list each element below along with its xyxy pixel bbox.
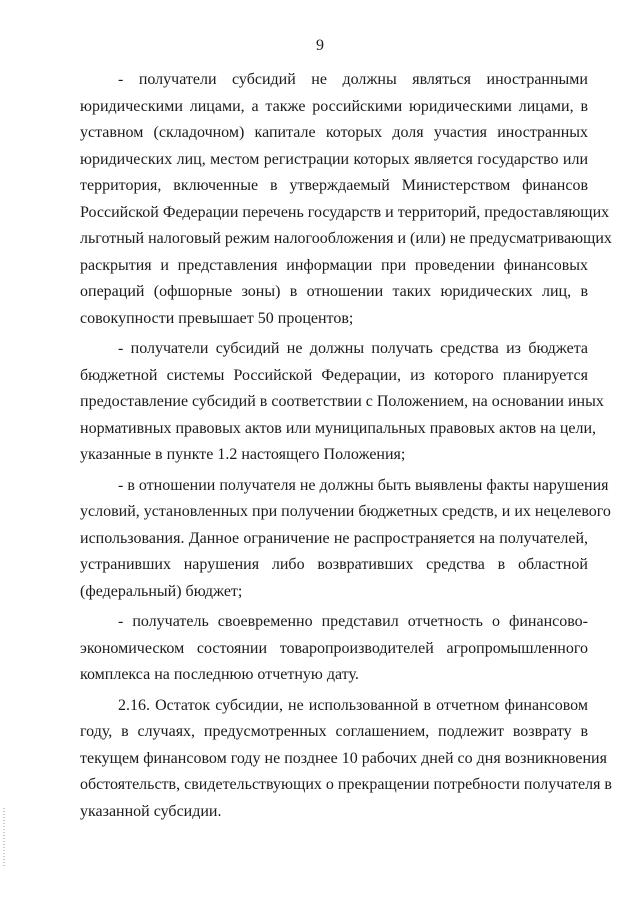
text-line: - получатели субсидий не должны получать средства из бюджета [118,340,588,357]
text-line: году, в случаях, предусмотренных соглашением, подлежит возврату в [80,723,588,740]
text-line: раскрытия и представления информации при проведении финансовых [80,256,588,274]
text-line: уставном (складочном) капитале которых доля участия иностранных [80,124,588,141]
text-line: указанные в пункте 1.2 настоящего Положения; [80,446,406,463]
text-line: условий, установленных при получении бюджетных средств, и их нецелевого [80,503,611,520]
text-line: текущем финансовом году не позднее 10 рабочих дней со дня возникновения [80,749,607,767]
text-line: льготный налоговый режим налогообложения и (или) не предусматривающих [80,230,612,247]
text-line: юридических лиц, местом регистрации которых является государство или [80,150,588,168]
document-body [80,67,612,825]
text-line: нормативных правовых актов или муниципальных правовых актов на цели, [80,419,597,437]
text-line: Российской Федерации перечень государств и территорий, предоставляющих [80,203,610,221]
text-line: предоставление субсидий в соответствии с Положением, на основании иных [80,393,604,410]
text-line: юридическими лицами, а также российскими юридическими лицами, в [80,97,588,115]
text-line: - получатель своевременно представил отчетность о финансово- [118,613,588,630]
text-line: устранивших нарушения либо возвративших средства в областной [80,556,588,573]
text-line: территория, включенные в утверждаемый Министерством финансов [80,177,588,194]
text-line: операций (офшорные зоны) в отношении таких юридических лиц, в [80,283,588,300]
scan-margin-mark [3,808,5,868]
text-line: 2.16. Остаток субсидии, не использованной в отчетном финансовом [118,696,588,714]
text-line: - получатели субсидий не должны являться иностранными [118,71,588,88]
text-line: указанной субсидии. [80,802,222,820]
text-line: - в отношении получателя не должны быть выявлены факты нарушения [118,476,609,494]
text-line: обстоятельств, свидетельствующих о прекращении потребности получателя в [80,776,612,793]
text-line: использования. Данное ограничение не распространяется на получателей, [80,529,588,547]
text-line: комплекса на последнюю отчетную дату. [80,666,359,683]
text-line: совокупности превышает 50 процентов; [80,309,354,327]
text-line: экономическом состоянии товаропроизводителей агропромышленного [80,639,588,657]
text-line: (федеральный) бюджет; [80,582,243,600]
text-line: бюджетной системы Российской Федерации, из которого планируется [80,366,588,384]
page-number: 9 [316,37,324,54]
